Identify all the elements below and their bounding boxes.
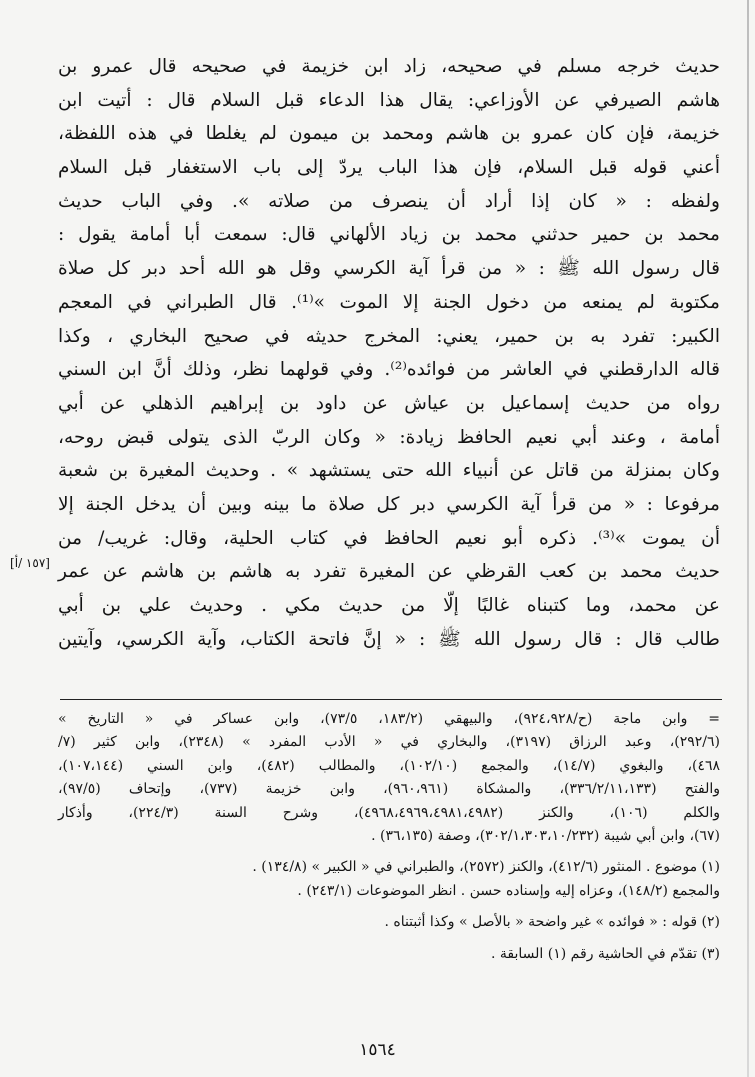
footnote-1: (١) موضوع . المنثور (٤١٢/٦)، والكنز (٢٥٧٢)، والطبراني في « الكبير » (١٣٤/٨) .	[252, 859, 720, 876]
text-line: مكتوبة لم يمنعه من دخول الجنة إلا الموت »⁽¹⁾. قال الطبراني في المعجم	[58, 291, 720, 313]
text-line: خزيمة، فإن كان عمرو بن هاشم ومحمد بن ميمون لم يغلطا في هذه اللفظة،	[58, 123, 720, 145]
text-line: هاشم الصيرفي عن الأوزاعي: يقال هذا الدعاء قبل السلام قال : أتيت ابن	[58, 89, 720, 111]
footnotes	[58, 708, 720, 966]
page-edge-shadow	[747, 0, 749, 1077]
main-text	[58, 50, 720, 656]
text-line: أمامة ، وعند أبي نعيم الحافظ زيادة: « وكان الربّ الذى يتولى قبض روحه،	[58, 426, 720, 448]
footnote-line: = وابن ماجة (ح/٩٢٤،٩٢٨)، والبيهقي (١٨٣/٢، ٧٣/٥)، وابن عساكر في « التاريخ »	[58, 711, 720, 727]
footnote-line: والكلم (١٠٦)، والكنز (٤٩٦٨،٤٩٦٩،٤٩٨١،٤٩٨٢)، وشرح السنة (٢٢٤/٣)، وأذكار	[58, 804, 720, 821]
footnote-line: (٦٧)، وابن أبي شيبة (٣٠٢/١،٣٠٣،١٠/٢٣٢)، وصفة (٣٦،١٣٥) .	[371, 827, 720, 844]
footnote-line: ٤٦٨)، والبغوي (١٤/٧)، والمجمع (١٠٢/١٠)، والمطالب (٤٨٢)، وابن السني (١٠٧،١٤٤)،	[58, 757, 720, 774]
text-line: قاله الدارقطني في العاشر من فوائده⁽²⁾. وفي قولهما نظر، وذلك أنَّ ابن السني	[58, 359, 720, 381]
text-line: عن محمد، وما كتبناه غالبًا إلّا من حديث مكي . وحديث علي بن أبي	[58, 595, 720, 616]
page-number: ١٥٦٤	[359, 1040, 396, 1060]
text-line: أعني قوله قبل السلام، فإن هذا الباب يردّ إلى باب الاستغفار قبل السلام	[58, 157, 720, 179]
text-line: وكان بمنزلة من قاتل عن أنبياء الله حتى يستشهد » . وحديث المغيرة بن شعبة	[58, 460, 720, 482]
text-line: حديث محمد بن كعب القرظي عن المغيرة تفرد به هاشم بن هاشم عن عمر	[58, 561, 720, 583]
text-line: ولفظه : « كان إذا أراد أن ينصرف من صلاته ». وفي الباب حديث	[58, 190, 720, 212]
text-line: محمد بن حمير حدثني محمد بن زياد الألهاني قال: سمعت أبا أمامة يقول :	[58, 224, 720, 246]
footnote-line: والفتح (٣٣٦/٢/١١،١٣٣)، والمشكاة (٩٦٠،٩٦١)، وابن خزيمة (٧٣٧)، وإتحاف (٩٧/٥)،	[58, 781, 721, 798]
text-line: حديث خرجه مسلم في صحيحه، زاد ابن خزيمة في صحيحه قال عمرو بن	[58, 56, 720, 77]
footnote-2: (٢) قوله : « فوائده » غير واضحة « بالأصل » وكذا أثبتناه .	[384, 914, 720, 931]
text-line: الكبير: تفرد به بن حمير، يعني: المخرج حديثه في صحيح البخاري ، وكذا	[58, 325, 720, 347]
footnote-1-cont: والمجمع (١٤٨/٢)، وعزاه إليه وإسناده حسن . انظر الموضوعات (٢٤٣/١) .	[297, 882, 720, 899]
manuscript-folio-marker: [١٥٧ /أ]	[10, 556, 50, 570]
text-line: أن يموت »⁽³⁾. ذكره أبو نعيم الحافظ في كتاب الحلية، وقال: غريب/ من	[58, 527, 720, 549]
text-line: قال رسول الله ﷺ : « من قرأ آية الكرسي وقل هو الله أحد دبر كل صلاة	[58, 258, 720, 280]
footnote-separator	[60, 699, 722, 700]
text-line: مرفوعا : « من قرأ آية الكرسي دبر كل صلاة ما بينه وبين أن يدخل الجنة إلا	[58, 493, 720, 515]
text-line: طالب قال : قال رسول الله ﷺ : « إنَّ فاتحة الكتاب، وآية الكرسي، وآيتين	[58, 628, 720, 650]
text-line: رواه من حديث إسماعيل بن عياش عن داود بن إبراهيم الذهلي عن أبي	[58, 392, 720, 414]
footnote-line: (٢٩٢/٦)، وعبد الرزاق (٣١٩٧)، والبخاري في « الأدب المفرد » (٢٣٤٨)، وابن كثير (٧/	[58, 734, 720, 751]
footnote-3: (٣) تقدّم في الحاشية رقم (١) السابقة .	[491, 945, 720, 962]
